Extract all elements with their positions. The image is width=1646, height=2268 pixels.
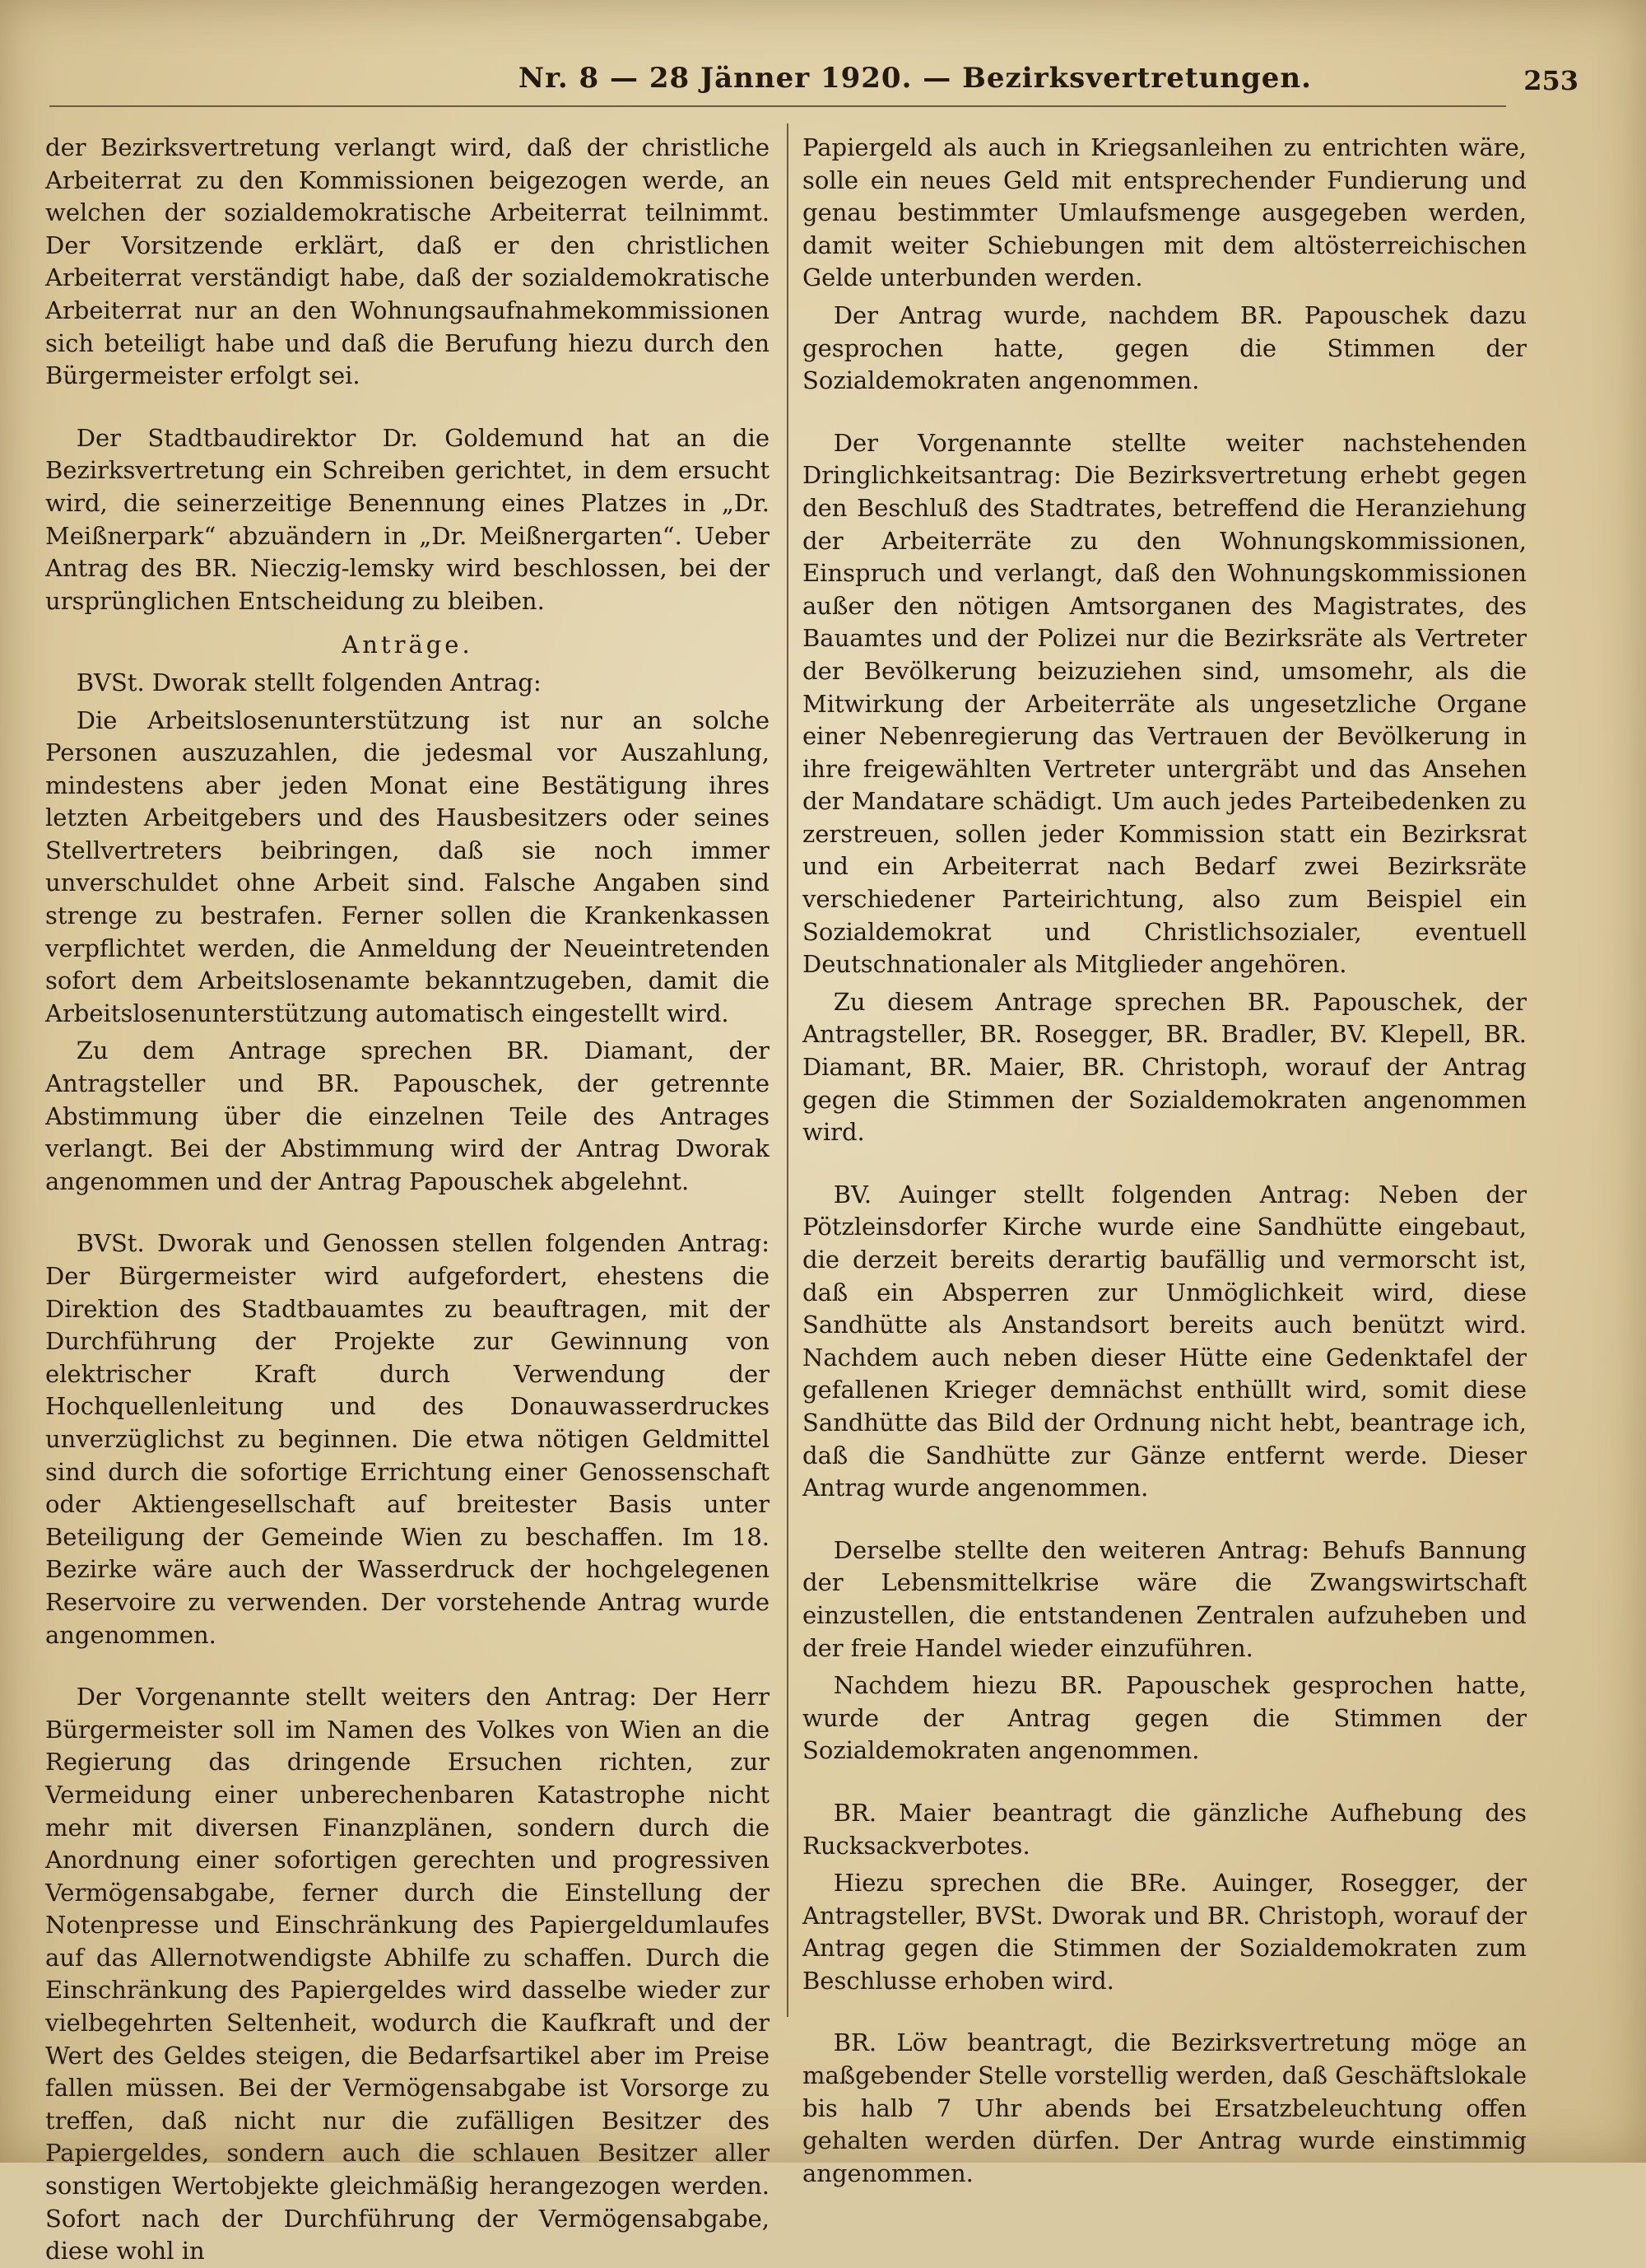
left-column [45,132,770,2268]
paragraph: der Bezirksvertretung verlangt wird, daß der christliche Arbeiterrat zu den Kommissionen beigezogen werde, an welchen der sozialdemokratische Arbeiterrat teilnimmt. Der Vorsitzende erklärt, daß er den christlichen Arbeiterrat verständigt habe, daß der sozialdemokratische Arbeiterrat nur an den Wohnungsaufnahmekommissionen sich beteiligt habe und daß die Berufung hiezu durch den Bürgermeister erfolgt sei. [45,133,770,390]
paragraph: Die Arbeitslosenunterstützung ist nur an solche Personen auszuzahlen, die jedesmal vor Auszahlung, mindestens aber jeden Monat eine Bestätigung ihres letzten Arbeitgebers und des Hausbesitzers oder seines Stellvertreters beibringen, daß sie noch immer unverschuldet ohne Arbeit sind. Falsche Angaben sind strenge zu bestrafen. Ferner sollen die Krankenkassen verpflichtet werden, die Anmeldung der Neueintretenden sofort dem Arbeitslosenamte bekanntzugeben, damit die Arbeitslosenunterstützung automatisch eingestellt wird. [45,706,770,1027]
paragraph: Zu diesem Antrage sprechen BR. Papouschek, der Antragsteller, BR. Rosegger, BR. Bradler, BV. Klepell, BR. Diamant, BR. Maier, BR. Christoph, worauf der Antrag gegen die Stimmen der Sozialdemokraten angenommen wird. [802,987,1527,1147]
page-header [49,62,1597,103]
paragraph: Hiezu sprechen die BRe. Auinger, Rosegger, der Antragsteller, BVSt. Dworak und BR. Christoph, worauf der Antrag gegen die Stimmen der Sozialdemokraten zum Beschlusse erhoben wird. [802,1869,1527,1995]
header-rule [49,105,1506,107]
paragraph: BR. Löw beantragt, die Bezirksvertretung möge an maßgebender Stelle vorstellig werden, daß Geschäftslokale bis halb 7 Uhr abends bei Ersatzbeleuchtung offen gehalten werden dürfen. Der Antrag wurde einstimmig angenommen. [802,2028,1527,2187]
paragraph: BVSt. Dworak stellt folgenden Antrag: [76,668,542,696]
paragraph: BV. Auinger stellt folgenden Antrag: Neben der Pötzleinsdorfer Kirche wurde eine Sandhütte eingebaut, die derzeit bereits derartig baufällig und vermorscht ist, daß ein Absperren zur Unmöglichkeit wird, diese Sandhütte als Anstandsort bereits auch benützt wird. Nachdem auch neben dieser Hütte eine Gedenktafel der gefallenen Krieger demnächst enthüllt wird, somit diese Sandhütte das Bild der Ordnung nicht hebt, beantrage ich, daß die Sandhütte zur Gänze entfernt werde. Dieser Antrag wurde angenommen. [802,1180,1527,1502]
paragraph: Papiergeld als auch in Kriegsanleihen zu entrichten wäre, solle ein neues Geld mit entsprechender Fundierung und genau bestimmter Umlaufsmenge ausgegeben werden, damit weiter Schiebungen mit dem altösterreichischen Gelde unterbunden werden. [802,133,1527,292]
paragraph: Zu dem Antrage sprechen BR. Diamant, der Antragsteller und BR. Papouschek, der getrennte Abstimmung über die einzelnen Teile des Antrages verlangt. Bei der Abstimmung wird der Antrag Dworak angenommen und der Antrag Papouschek abgelehnt. [45,1036,770,1195]
section-heading: Anträge. [342,631,473,659]
paragraph: Nachdem hiezu BR. Papouschek gesprochen hatte, wurde der Antrag gegen die Stimmen der Sozialdemokraten angenommen. [802,1671,1527,1765]
paragraph: BVSt. Dworak und Genossen stellen folgenden Antrag: Der Bürgermeister wird aufgefordert, ehestens die Direktion des Stadtbauamtes zu beauftragen, mit der Durchführung der Projekte zur Gewinnung von elektrischer Kraft durch Verwendung der Hochquellenleitung und des Donauwasserdruckes unverzüglichst zu beginnen. Die etwa nötigen Geldmittel sind durch die sofortige Errichtung einer Genossenschaft oder Aktiengesellschaft auf breitester Basis unter Beteiligung der Gemeinde Wien zu beschaffen. Im 18. Bezirke wäre auch der Wasserdruck der hochgelegenen Reservoire zu verwenden. Der vorstehende Antrag wurde angenommen. [45,1229,770,1649]
column-divider [787,123,788,2017]
paragraph: Der Stadtbaudirektor Dr. Goldemund hat an die Bezirksvertretung ein Schreiben gerichtet, in dem ersucht wird, die seinerzeitige Benennung eines Platzes in „Dr. Meißnerpark“ abzuändern in „Dr. Meißnergarten“. Ueber Antrag des BR. Nieczig-lemsky wird beschlossen, bei der ursprünglichen Entscheidung zu bleiben. [45,423,770,615]
page-number: 253 [1523,65,1579,96]
paragraph: Der Vorgenannte stellte weiter nachstehenden Dringlichkeitsantrag: Die Bezirksvertretung erhebt gegen den Beschluß des Stadtrates, betreffend die Heranziehung der Arbeiterräte zu den Wohnungskommissionen, Einspruch und verlangt, daß den Wohnungskommissionen außer den nötigen Amtsorganen des Magistrates, des Bauamtes und der Polizei nur die Bezirksräte als Vertreter der Bevölkerung beizuziehen sind, umsomehr, als die Mitwirkung der Arbeiterräte als ungesetzliche Organe einer Nebenregierung das Vertrauen der Bevölkerung in ihre freigewählten Vertreter untergräbt und das Ansehen der Mandatare schädigt. Um auch jedes Parteibedenken zu zerstreuen, sollen jeder Kommission statt ein Bezirksrat und ein Arbeiterrat nach Bedarf zwei Bezirksräte verschiedener Parteirichtung, also zum Beispiel ein Sozialdemokrat und Christlichsozialer, eventuell Deutschnationaler als Mitglieder angehören. [802,428,1527,979]
paragraph: Derselbe stellte den weiteren Antrag: Behufs Bannung der Lebensmittelkrise wäre die Zwangswirtschaft einzustellen, die entstandenen Zentralen aufzuheben und der freie Handel wieder einzuführen. [802,1535,1527,1662]
paragraph: Der Vorgenannte stellt weiters den Antrag: Der Herr Bürgermeister soll im Namen des Volkes von Wien an die Regierung das dringende Ersuchen richten, zur Vermeidung einer unberechenbaren Katastrophe nicht mehr mit diversen Finanzplänen, sondern durch die Anordnung einer sofortigen gerechten und progressiven Vermögensabgabe, ferner durch die Einstellung der Notenpresse und Einschränkung des Papiergeldumlaufes auf das Allernotwendigste Abhilfe zu schaffen. Durch die Einschränkung des Papiergeldes wird dasselbe wieder zur vielbegehrten Seltenheit, wodurch die Kaufkraft und der Wert des Geldes steigen, die Bedarfsartikel aber im Preise fallen müssen. Bei der Vermögensabgabe ist Vorsorge zu treffen, daß nicht nur die zufälligen Besitzer des Papiergeldes, sondern auch die schlauen Besitzer aller sonstigen Wertobjekte gleichmäßig herangezogen werden. Sofort nach der Durchführung der Vermögensabgabe, diese wohl in [45,1683,770,2266]
paragraph: Der Antrag wurde, nachdem BR. Papouschek dazu gesprochen hatte, gegen die Stimmen der Sozialdemokraten angenommen. [802,300,1527,395]
paragraph: BR. Maier beantragt die gänzliche Aufhebung des Rucksackverbotes. [802,1798,1527,1860]
right-column [802,132,1527,2190]
running-head: Nr. 8 — 28 Jänner 1920. — Bezirksvertretungen. [518,62,1312,95]
